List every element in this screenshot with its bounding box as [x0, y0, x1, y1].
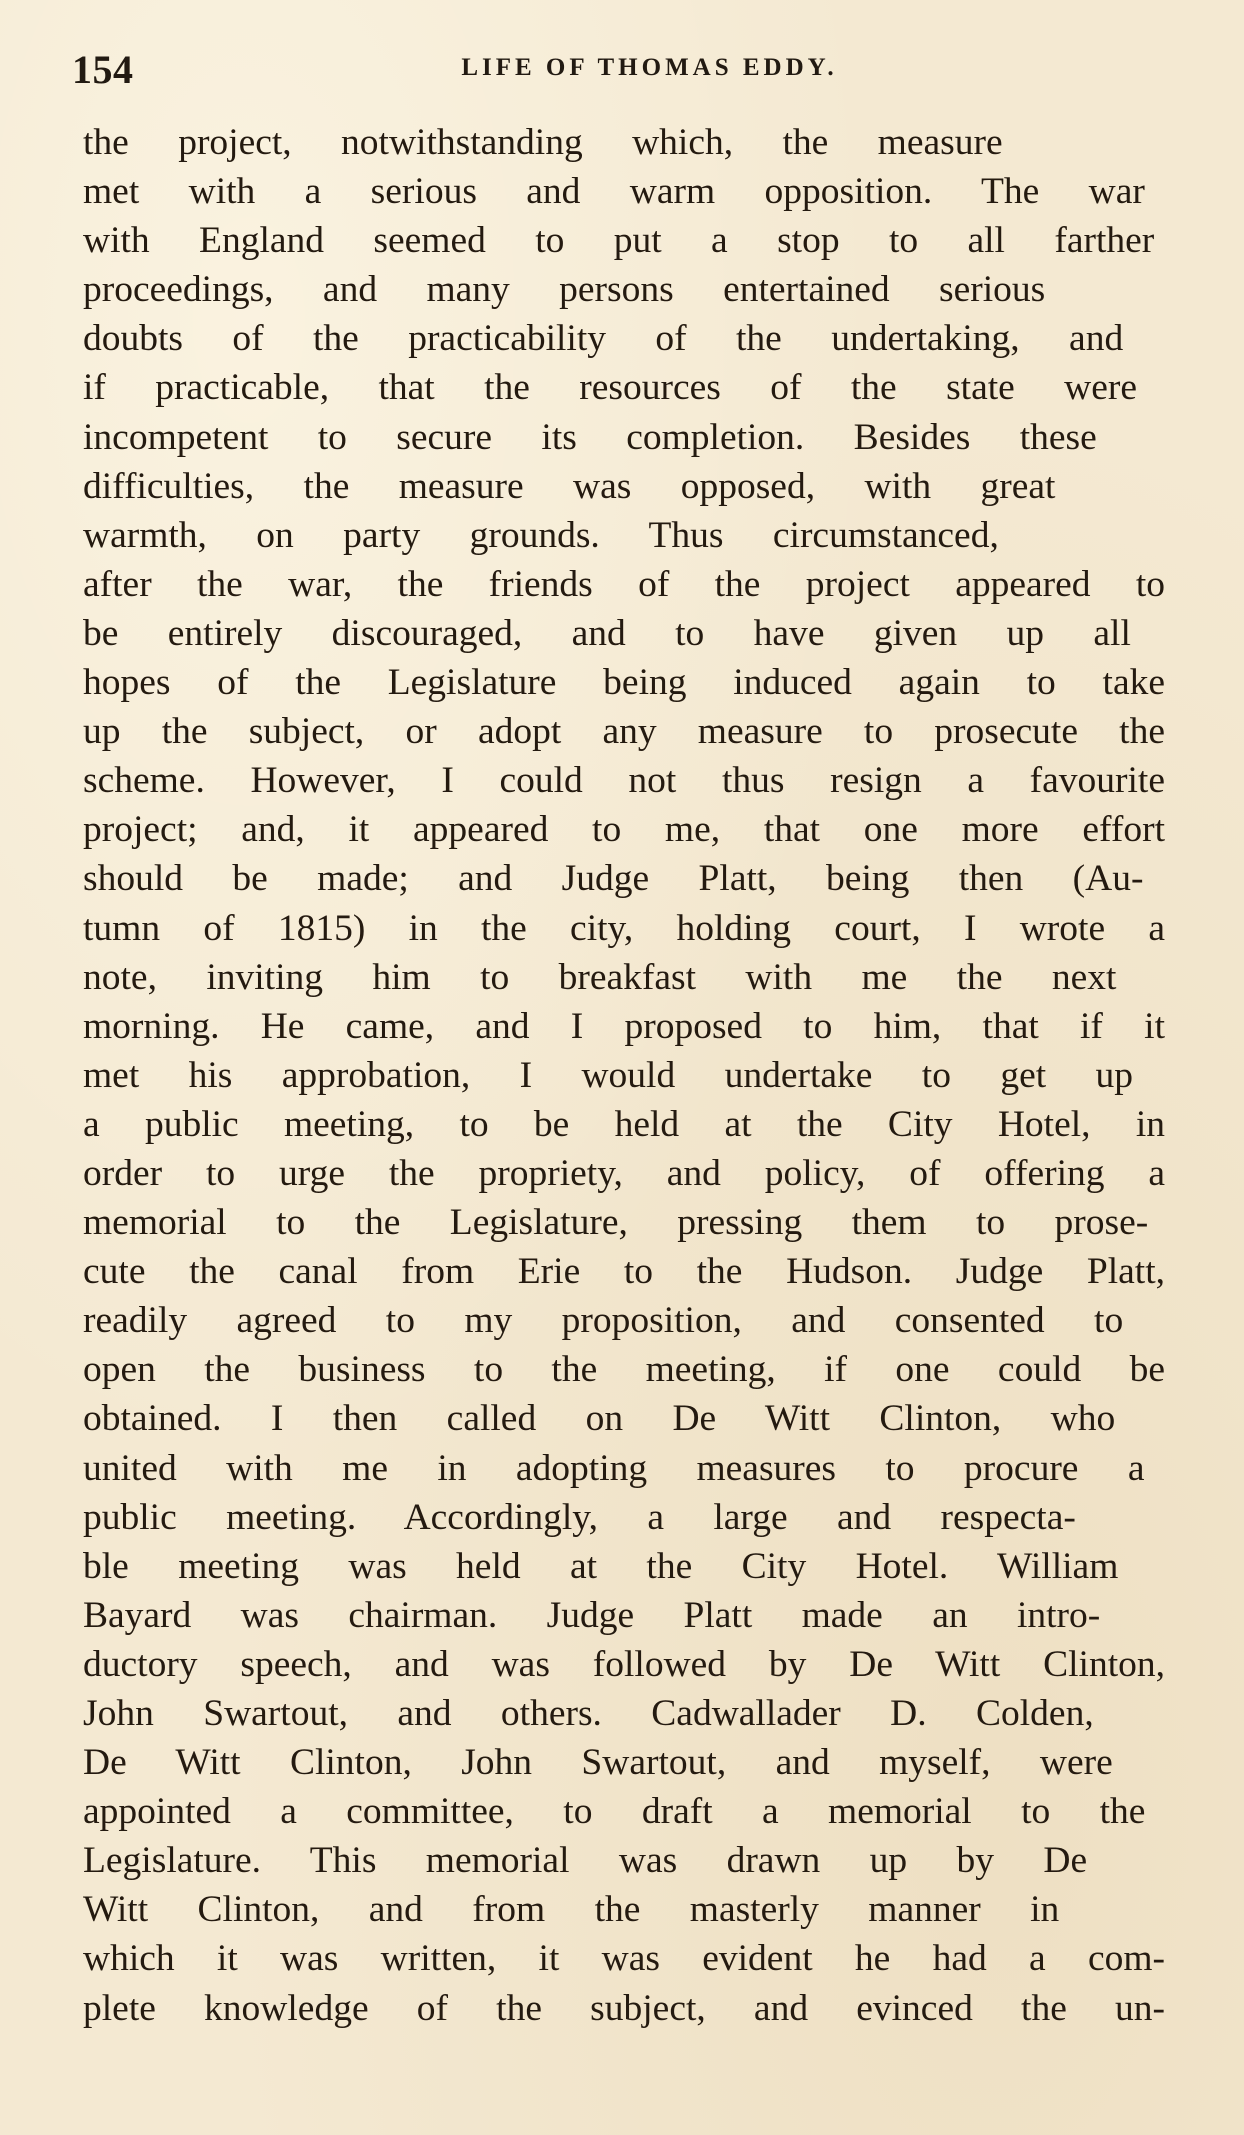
text-line: proceedings, and many persons entertained serious — [83, 269, 1046, 311]
body-text — [83, 118, 1165, 2033]
text-line: with England seemed to put a stop to all farther — [83, 220, 1155, 262]
text-line: obtained. I then called on De Witt Clinton, who — [83, 1398, 1116, 1440]
text-line: cute the canal from Erie to the Hudson. Judge Platt, — [83, 1251, 1165, 1293]
text-line: De Witt Clinton, John Swartout, and myself, were — [83, 1742, 1113, 1784]
text-line: appointed a committee, to draft a memorial to the — [83, 1791, 1146, 1833]
text-line: incompetent to secure its completion. Besides these — [83, 416, 1097, 458]
text-line: difficulties, the measure was opposed, with great — [83, 465, 1056, 507]
text-line: note, inviting him to breakfast with me the next — [83, 956, 1117, 998]
text-line: project; and, it appeared to me, that one more effort — [83, 809, 1165, 851]
text-line: Bayard was chairman. Judge Platt made an intro- — [83, 1594, 1101, 1636]
text-line: morning. He came, and I proposed to him, that if it — [83, 1005, 1165, 1047]
text-line: if practicable, that the resources of the state were — [83, 367, 1138, 409]
text-line: readily agreed to my proposition, and consented to — [83, 1300, 1124, 1342]
page-number: 154 — [72, 47, 134, 92]
running-head: LIFE OF THOMAS EDDY. — [461, 54, 838, 81]
text-line: ble meeting was held at the City Hotel. William — [83, 1545, 1119, 1587]
text-line: open the business to the meeting, if one could be — [83, 1349, 1165, 1391]
text-line: be entirely discouraged, and to have given up all — [83, 612, 1131, 654]
page-header — [72, 42, 1157, 102]
text-line: doubts of the practicability of the undertaking, and — [83, 318, 1124, 360]
text-line: the project, notwithstanding which, the measure — [83, 122, 1003, 163]
text-line: which it was written, it was evident he had a com- — [83, 1938, 1165, 1980]
text-line: scheme. However, I could not thus resign a favourite — [83, 760, 1165, 802]
text-line: hopes of the Legislature being induced again to take — [83, 662, 1165, 704]
text-line: memorial to the Legislature, pressing them to prose- — [83, 1202, 1149, 1244]
text-line: plete knowledge of the subject, and evinced the un- — [83, 1987, 1165, 2029]
text-line: warmth, on party grounds. Thus circumstanced, — [83, 514, 999, 556]
text-line: public meeting. Accordingly, a large and respecta- — [83, 1496, 1076, 1538]
text-line: after the war, the friends of the project appeared to — [83, 563, 1165, 605]
text-line: up the subject, or adopt any measure to prosecute the — [83, 711, 1165, 753]
text-line: John Swartout, and others. Cadwallader D. Colden, — [83, 1693, 1094, 1734]
text-line: met with a serious and warm opposition. The war — [83, 171, 1145, 213]
text-line: a public meeting, to be held at the City Hotel, in — [83, 1103, 1165, 1145]
text-line: Witt Clinton, and from the masterly manner in — [83, 1889, 1060, 1931]
text-line: met his approbation, I would undertake to get up — [83, 1054, 1134, 1096]
text-line: order to urge the propriety, and policy, of offering a — [83, 1152, 1165, 1194]
text-line: ductory speech, and was followed by De Witt Clinton, — [83, 1643, 1165, 1685]
text-line: tumn of 1815) in the city, holding court, I wrote a — [83, 907, 1165, 949]
text-line: united with me in adopting measures to procure a — [83, 1447, 1145, 1489]
text-line: Legislature. This memorial was drawn up by De — [83, 1840, 1088, 1882]
text-line: should be made; and Judge Platt, being then (Au- — [83, 858, 1144, 900]
